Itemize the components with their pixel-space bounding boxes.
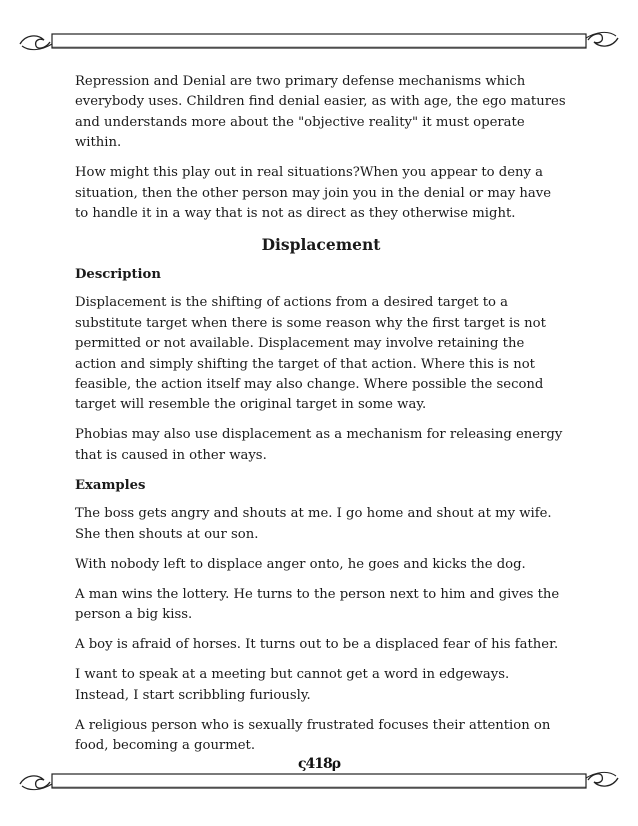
section-title: Displacement xyxy=(261,235,381,255)
example-item: The boss gets angry and shouts at me. I go home and shout at my wife. She then shouts at our son. xyxy=(75,506,552,542)
example-item: A religious person who is sexually frustrated focuses their attention on food, becoming a gourmet. xyxy=(75,717,551,753)
page-number: ς418ρ xyxy=(297,756,341,772)
intro-paragraph-2: How might this play out in real situations?When you appear to deny a situation, then the other person may join you in the denial or may have to handle it in a way that is not as direct as they otherwise might. xyxy=(75,165,552,222)
scroll-ornament-icon xyxy=(18,26,620,56)
description-heading: Description xyxy=(75,267,161,283)
description-paragraph-1: Displacement is the shifting of actions from a desired target to a substitute target when there is some reason why the first target is not permitted or not available. Displacement may involve retaining the action and simply shifting the target of that action. Where this is not feasible, the action itself may also change. Where possible the second target will resemble the original target in some way. xyxy=(75,295,546,413)
example-item: With nobody left to displace anger onto, he goes and kicks the dog. xyxy=(75,556,526,572)
example-item: I want to speak at a meeting but cannot get a word in edgeways. Instead, I start scribbling furiously. xyxy=(75,667,510,703)
bottom-scroll-border xyxy=(18,766,620,796)
page-content xyxy=(75,72,567,766)
example-item: A man wins the lottery. He turns to the person next to him and gives the person a big kiss. xyxy=(75,586,560,623)
example-item: A boy is afraid of horses. It turns out to be a displaced fear of his father. xyxy=(75,637,559,653)
description-paragraph-2: Phobias may also use displacement as a mechanism for releasing energy that is caused in other ways. xyxy=(75,427,563,463)
top-scroll-border xyxy=(18,26,620,56)
scroll-ornament-icon xyxy=(18,766,620,796)
examples-heading: Examples xyxy=(75,477,146,493)
intro-paragraph-1: Repression and Denial are two primary defense mechanisms which everybody uses. Children find denial easier, as with age, the ego matures and understands more about the "objective reality" it must operate within. xyxy=(75,74,566,151)
